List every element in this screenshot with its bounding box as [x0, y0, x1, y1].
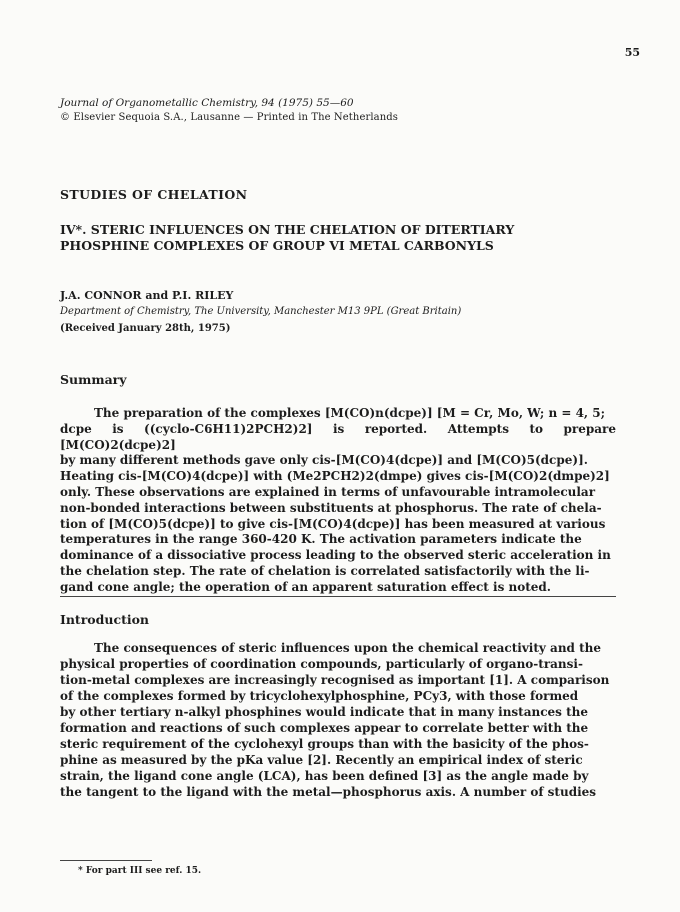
intro-line: physical properties of coordination compounds, particularly of organo-transi-	[60, 657, 583, 671]
introduction-heading: Introduction	[60, 612, 150, 627]
summary-line: non-bonded interactions between substituents at phosphorus. The rate of chela-	[60, 500, 602, 515]
journal-citation: Journal of Organometallic Chemistry, 94 (1975) 55—60	[60, 97, 354, 109]
title-line-1: IV*. STERIC INFLUENCES ON THE CHELATION OF DITERTIARY	[60, 222, 515, 237]
summary-line: the chelation step. The rate of chelation is correlated satisfactorily with the li-	[60, 563, 590, 578]
intro-line: by other tertiary n-alkyl phosphines would indicate that in many instances the	[60, 705, 588, 719]
intro-line: the tangent to the ligand with the metal—phosphorus axis. A number of studies	[60, 785, 597, 799]
summary-line: dominance of a dissociative process leading to the observed steric acceleration in	[60, 548, 611, 563]
copyright-line: © Elsevier Sequoia S.A., Lausanne — Printed in The Netherlands	[60, 112, 398, 123]
intro-line: steric requirement of the cyclohexyl groups than with the basicity of the phos-	[60, 737, 589, 751]
intro-line: strain, the ligand cone angle (LCA), has been defined [3] as the angle made by	[60, 769, 589, 783]
summary-line: temperatures in the range 360-420 K. The activation parameters indicate the	[60, 532, 582, 547]
summary-text	[60, 406, 616, 596]
intro-line: The consequences of steric influences upon the chemical reactivity and the	[94, 641, 602, 655]
introduction-text	[60, 640, 616, 800]
intro-line: of the complexes formed by tricyclohexylphosphine, PCy3, with those formed	[60, 689, 579, 703]
footnote-divider	[60, 860, 152, 861]
summary-line: tion of [M(CO)5(dcpe)] to give cis-[M(CO)4(dcpe)] has been measured at various	[60, 516, 606, 531]
intro-line: tion-metal complexes are increasingly recognised as important [1]. A comparison	[60, 673, 610, 687]
affiliation: Department of Chemistry, The University, Manchester M13 9PL (Great Britain)	[60, 306, 462, 317]
summary-line: only. These observations are explained in terms of unfavourable intramolecular	[60, 484, 596, 499]
summary-heading: Summary	[60, 372, 127, 387]
section-divider	[60, 596, 616, 597]
received-date: (Received January 28th, 1975)	[60, 323, 231, 334]
summary-line: dcpe is ((cyclo-C6H11)2PCH2)2] is reported. Attempts to prepare [M(CO)2(dcpe)2]	[60, 421, 616, 452]
authors: J.A. CONNOR and P.I. RILEY	[60, 289, 234, 302]
footnote: * For part III see ref. 15.	[78, 866, 202, 876]
summary-line: Heating cis-[M(CO)4(dcpe)] with (Me2PCH2)2(dmpe) gives cis-[M(CO)2(dmpe)2]	[60, 469, 610, 484]
series-title: STUDIES OF CHELATION	[60, 187, 248, 202]
page-number: 55	[624, 46, 640, 59]
intro-line: formation and reactions of such complexes appear to correlate better with the	[60, 721, 589, 735]
title-line-2: PHOSPHINE COMPLEXES OF GROUP VI METAL CARBONYLS	[60, 238, 494, 253]
summary-line: by many different methods gave only cis-[M(CO)4(dcpe)] and [M(CO)5(dcpe)].	[60, 453, 588, 468]
intro-line: phine as measured by the pKa value [2]. Recently an empirical index of steric	[60, 753, 583, 767]
article-title	[60, 222, 620, 254]
summary-line: gand cone angle; the operation of an apparent saturation effect is noted.	[60, 579, 551, 594]
summary-line: The preparation of the complexes [M(CO)n(dcpe)] [M = Cr, Mo, W; n = 4, 5;	[94, 406, 606, 420]
